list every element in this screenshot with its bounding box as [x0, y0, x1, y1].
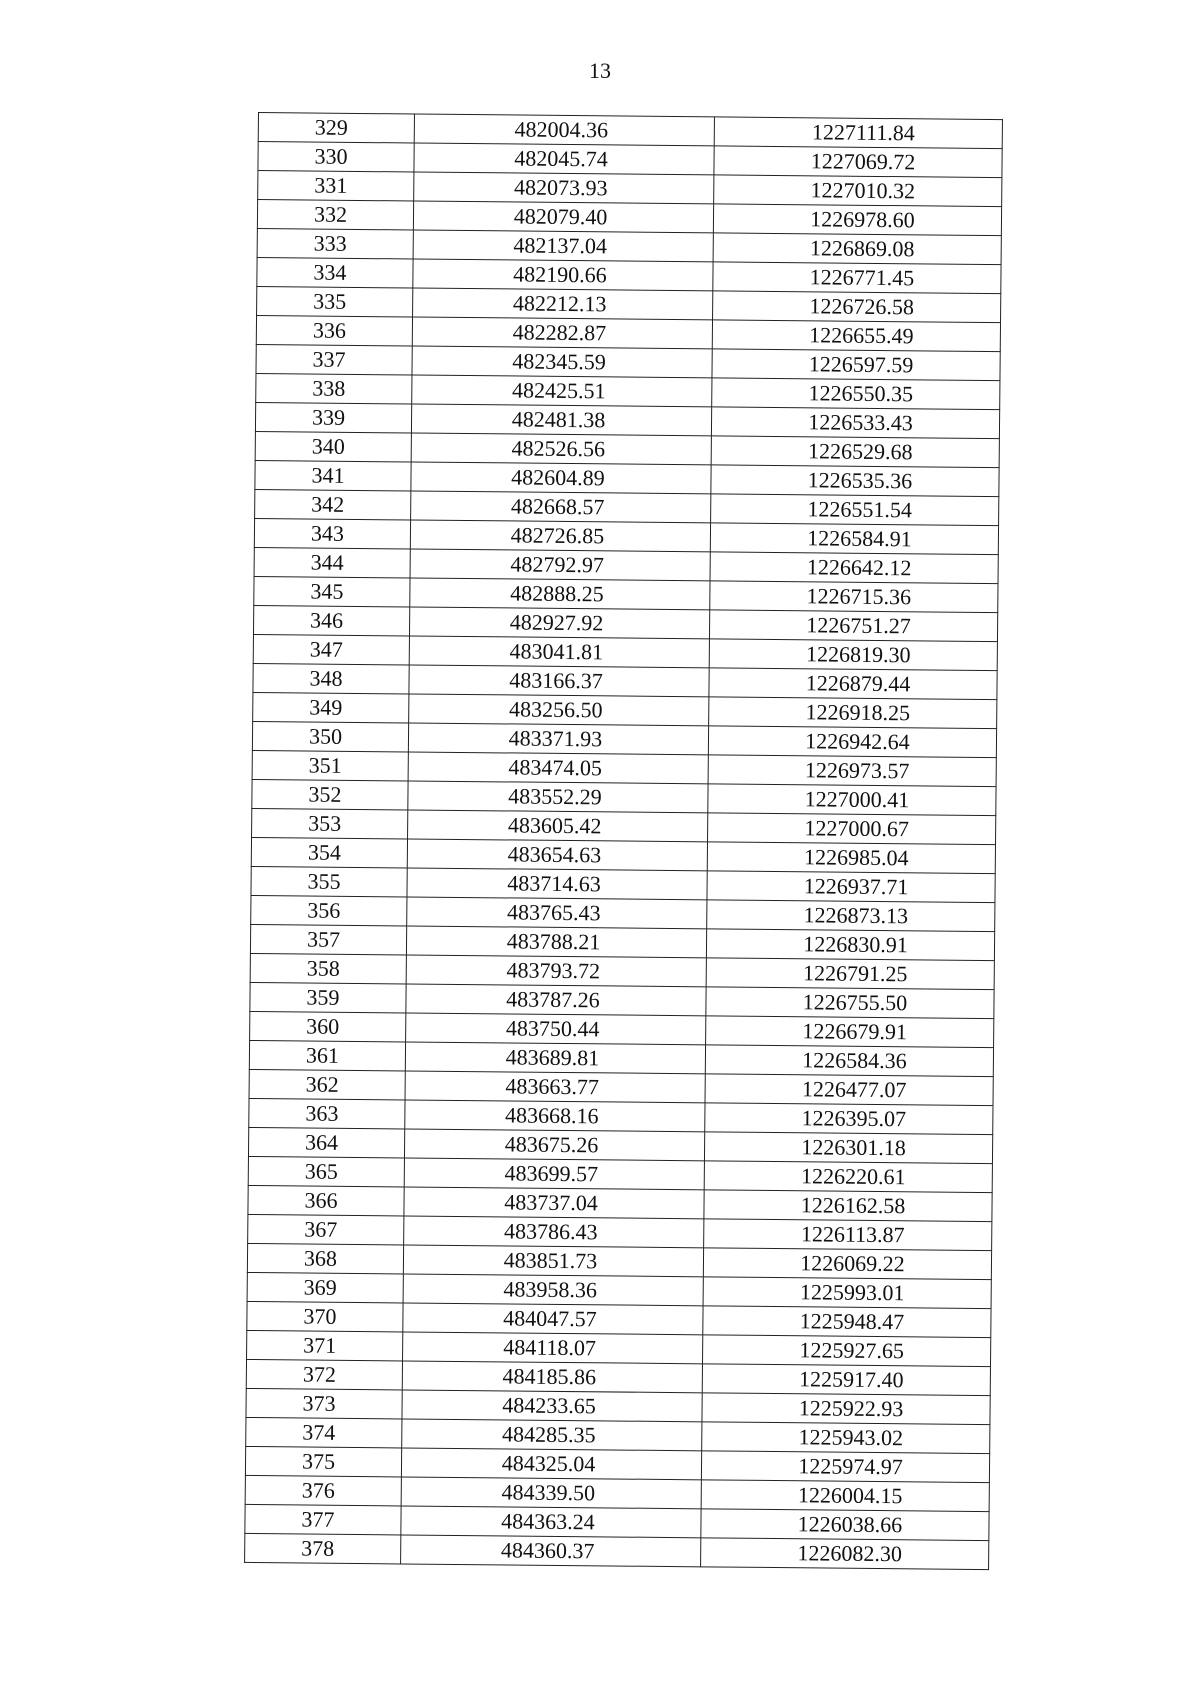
- x-coordinate-cell: 482190.66: [413, 259, 713, 291]
- y-coordinate-cell: 1226597.59: [712, 349, 1000, 381]
- point-number-cell: 361: [249, 1040, 405, 1070]
- point-number-cell: 368: [247, 1243, 403, 1273]
- x-coordinate-cell: 483851.73: [403, 1245, 703, 1277]
- x-coordinate-cell: 482927.92: [409, 607, 709, 639]
- y-coordinate-cell: 1225922.93: [702, 1393, 990, 1425]
- point-number-cell: 372: [246, 1359, 402, 1389]
- x-coordinate-cell: 483786.43: [404, 1216, 704, 1248]
- point-number-cell: 362: [249, 1069, 405, 1099]
- y-coordinate-cell: 1226584.36: [705, 1045, 993, 1077]
- point-number-cell: 370: [247, 1301, 403, 1331]
- point-number-cell: 348: [253, 663, 409, 693]
- point-number-cell: 378: [245, 1533, 401, 1563]
- y-coordinate-cell: 1226869.08: [713, 233, 1001, 265]
- y-coordinate-cell: 1226755.50: [706, 987, 994, 1019]
- point-number-cell: 354: [251, 837, 407, 867]
- point-number-cell: 332: [257, 200, 413, 230]
- point-number-cell: 344: [254, 547, 410, 577]
- point-number-cell: 353: [252, 808, 408, 838]
- point-number-cell: 333: [257, 228, 413, 258]
- point-number-cell: 342: [255, 489, 411, 519]
- x-coordinate-cell: 484363.24: [401, 1506, 701, 1538]
- x-coordinate-cell: 483668.16: [405, 1100, 705, 1132]
- y-coordinate-cell: 1226973.57: [708, 755, 996, 787]
- y-coordinate-cell: 1226985.04: [707, 842, 995, 874]
- x-coordinate-cell: 482604.89: [411, 462, 711, 494]
- x-coordinate-cell: 482045.74: [414, 143, 714, 175]
- point-number-cell: 329: [258, 113, 414, 143]
- x-coordinate-cell: 484360.37: [401, 1535, 701, 1567]
- page-number: 13: [589, 58, 611, 83]
- y-coordinate-cell: 1226113.87: [704, 1219, 992, 1251]
- x-coordinate-cell: 483958.36: [403, 1274, 703, 1306]
- y-coordinate-cell: 1226918.25: [709, 697, 997, 729]
- point-number-cell: 352: [252, 779, 408, 809]
- x-coordinate-cell: 483765.43: [407, 897, 707, 929]
- x-coordinate-cell: 484325.04: [401, 1448, 701, 1480]
- point-number-cell: 364: [248, 1127, 404, 1157]
- y-coordinate-cell: 1226082.30: [701, 1538, 989, 1570]
- y-coordinate-cell: 1226533.43: [711, 407, 999, 439]
- x-coordinate-cell: 484118.07: [403, 1332, 703, 1364]
- point-number-cell: 336: [256, 315, 412, 345]
- y-coordinate-cell: 1225993.01: [703, 1277, 991, 1309]
- x-coordinate-cell: 483787.26: [406, 984, 706, 1016]
- point-number-cell: 340: [255, 431, 411, 461]
- x-coordinate-cell: 484047.57: [403, 1303, 703, 1335]
- x-coordinate-cell: 483552.29: [408, 781, 708, 813]
- point-number-cell: 369: [247, 1272, 403, 1302]
- x-coordinate-cell: 483041.81: [409, 636, 709, 668]
- point-number-cell: 375: [245, 1446, 401, 1476]
- point-number-cell: 373: [246, 1388, 402, 1418]
- x-coordinate-cell: 482888.25: [410, 578, 710, 610]
- x-coordinate-cell: 482073.93: [414, 172, 714, 204]
- y-coordinate-cell: 1226879.44: [709, 668, 997, 700]
- x-coordinate-cell: 483793.72: [406, 955, 706, 987]
- y-coordinate-cell: 1226655.49: [712, 320, 1000, 352]
- x-coordinate-cell: 483714.63: [407, 868, 707, 900]
- point-number-cell: 347: [253, 634, 409, 664]
- y-coordinate-cell: 1226584.91: [710, 523, 998, 555]
- point-number-cell: 337: [256, 344, 412, 374]
- point-number-cell: 351: [252, 750, 408, 780]
- point-number-cell: 343: [254, 518, 410, 548]
- y-coordinate-cell: 1227069.72: [714, 146, 1002, 178]
- point-number-cell: 346: [253, 605, 409, 635]
- y-coordinate-cell: 1226819.30: [709, 639, 997, 671]
- y-coordinate-cell: 1226830.91: [706, 929, 994, 961]
- point-number-cell: 335: [257, 286, 413, 316]
- x-coordinate-cell: 482668.57: [411, 491, 711, 523]
- y-coordinate-cell: 1226162.58: [704, 1190, 992, 1222]
- x-coordinate-cell: 484339.50: [401, 1477, 701, 1509]
- point-number-cell: 331: [258, 171, 414, 201]
- point-number-cell: 365: [248, 1156, 404, 1186]
- x-coordinate-cell: 482212.13: [413, 288, 713, 320]
- x-coordinate-cell: 483788.21: [406, 926, 706, 958]
- point-number-cell: 355: [251, 866, 407, 896]
- x-coordinate-cell: 484285.35: [402, 1419, 702, 1451]
- point-number-cell: 377: [245, 1504, 401, 1534]
- point-number-cell: 349: [253, 692, 409, 722]
- x-coordinate-cell: 484233.65: [402, 1390, 702, 1422]
- x-coordinate-cell: 483663.77: [405, 1071, 705, 1103]
- point-number-cell: 338: [256, 373, 412, 403]
- point-number-cell: 376: [245, 1475, 401, 1505]
- x-coordinate-cell: 483750.44: [406, 1013, 706, 1045]
- y-coordinate-cell: 1226726.58: [713, 291, 1001, 323]
- x-coordinate-cell: 483256.50: [409, 694, 709, 726]
- x-coordinate-cell: 482004.36: [414, 114, 714, 146]
- y-coordinate-cell: 1227000.41: [708, 784, 996, 816]
- x-coordinate-cell: 482481.38: [411, 404, 711, 436]
- y-coordinate-cell: 1225927.65: [703, 1335, 991, 1367]
- x-coordinate-cell: 483699.57: [404, 1158, 704, 1190]
- point-number-cell: 339: [255, 402, 411, 432]
- y-coordinate-cell: 1226978.60: [713, 204, 1001, 236]
- point-number-cell: 366: [248, 1185, 404, 1215]
- point-number-cell: 334: [257, 257, 413, 287]
- point-number-cell: 371: [247, 1330, 403, 1360]
- x-coordinate-cell: 483605.42: [408, 810, 708, 842]
- y-coordinate-cell: 1226551.54: [711, 494, 999, 526]
- y-coordinate-cell: 1225943.02: [702, 1422, 990, 1454]
- y-coordinate-cell: 1226220.61: [704, 1161, 992, 1193]
- x-coordinate-cell: 482526.56: [411, 433, 711, 465]
- y-coordinate-cell: 1226937.71: [707, 871, 995, 903]
- coordinates-table: [244, 112, 1003, 1570]
- y-coordinate-cell: 1226004.15: [701, 1480, 989, 1512]
- y-coordinate-cell: 1227000.67: [708, 813, 996, 845]
- y-coordinate-cell: 1225917.40: [702, 1364, 990, 1396]
- x-coordinate-cell: 482079.40: [413, 201, 713, 233]
- x-coordinate-cell: 484185.86: [402, 1361, 702, 1393]
- y-coordinate-cell: 1226873.13: [707, 900, 995, 932]
- x-coordinate-cell: 483654.63: [407, 839, 707, 871]
- point-number-cell: 363: [249, 1098, 405, 1128]
- point-number-cell: 330: [258, 142, 414, 172]
- y-coordinate-cell: 1226550.35: [712, 378, 1000, 410]
- y-coordinate-cell: 1226038.66: [701, 1509, 989, 1541]
- point-number-cell: 360: [250, 1011, 406, 1041]
- point-number-cell: 357: [250, 924, 406, 954]
- y-coordinate-cell: 1226535.36: [711, 465, 999, 497]
- y-coordinate-cell: 1226395.07: [705, 1103, 993, 1135]
- x-coordinate-cell: 482345.59: [412, 346, 712, 378]
- x-coordinate-cell: 482137.04: [413, 230, 713, 262]
- x-coordinate-cell: 482726.85: [410, 520, 710, 552]
- y-coordinate-cell: 1227111.84: [714, 117, 1002, 149]
- point-number-cell: 367: [248, 1214, 404, 1244]
- x-coordinate-cell: 483371.93: [408, 723, 708, 755]
- point-number-cell: 358: [250, 953, 406, 983]
- y-coordinate-cell: 1226679.91: [706, 1016, 994, 1048]
- point-number-cell: 374: [246, 1417, 402, 1447]
- x-coordinate-cell: 482792.97: [410, 549, 710, 581]
- point-number-cell: 350: [252, 721, 408, 751]
- point-number-cell: 345: [254, 576, 410, 606]
- x-coordinate-cell: 483675.26: [404, 1129, 704, 1161]
- point-number-cell: 356: [251, 895, 407, 925]
- y-coordinate-cell: 1226301.18: [704, 1132, 992, 1164]
- y-coordinate-cell: 1226751.27: [709, 610, 997, 642]
- point-number-cell: 341: [255, 460, 411, 490]
- x-coordinate-cell: 483737.04: [404, 1187, 704, 1219]
- y-coordinate-cell: 1226069.22: [703, 1248, 991, 1280]
- y-coordinate-cell: 1226477.07: [705, 1074, 993, 1106]
- y-coordinate-cell: 1225948.47: [703, 1306, 991, 1338]
- x-coordinate-cell: 482282.87: [412, 317, 712, 349]
- y-coordinate-cell: 1226715.36: [710, 581, 998, 613]
- x-coordinate-cell: 483166.37: [409, 665, 709, 697]
- y-coordinate-cell: 1226791.25: [706, 958, 994, 990]
- y-coordinate-cell: 1226942.64: [708, 726, 996, 758]
- coordinates-table-body: [245, 113, 1003, 1570]
- x-coordinate-cell: 483474.05: [408, 752, 708, 784]
- y-coordinate-cell: 1225974.97: [701, 1451, 989, 1483]
- y-coordinate-cell: 1226529.68: [711, 436, 999, 468]
- x-coordinate-cell: 483689.81: [405, 1042, 705, 1074]
- y-coordinate-cell: 1226642.12: [710, 552, 998, 584]
- point-number-cell: 359: [250, 982, 406, 1012]
- x-coordinate-cell: 482425.51: [412, 375, 712, 407]
- y-coordinate-cell: 1227010.32: [714, 175, 1002, 207]
- y-coordinate-cell: 1226771.45: [713, 262, 1001, 294]
